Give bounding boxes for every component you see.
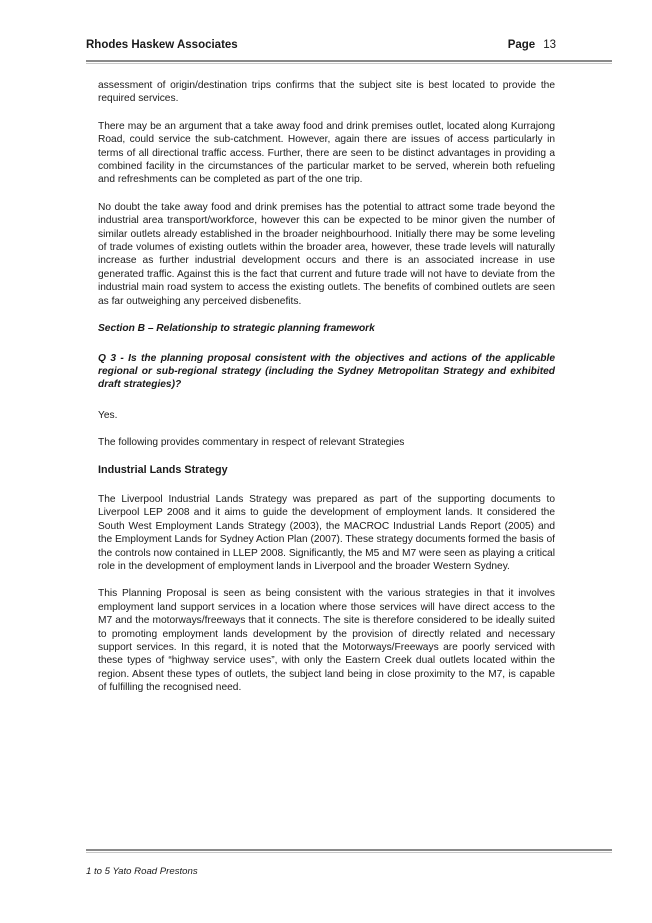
header-rule (86, 60, 612, 62)
footer-rule-thin (86, 852, 612, 853)
intro-text: The following provides commentary in respect of relevant Strategies (98, 437, 405, 449)
page-label: Page (507, 39, 536, 51)
paragraph-argument: There may be an argument that a take away food and drink premises outlet, located along Kurrajong Road, could service the sub-catchment. However, again there are issues of access particularly in terms of all directional traffic access. Further, there are seen to be distinct advantages in providing a combined facility in the circumstances of the particular market to be served, wherein both refueling and refreshments can be completed as part of the one trip. (98, 120, 555, 186)
page-indicator (508, 39, 556, 51)
subheading-industrial-lands: Industrial Lands Strategy (98, 463, 228, 476)
question-heading: Q 3 - Is the planning proposal consistent with the objectives and actions of the applicable regional or sub-regional strategy (including the Sydney Metropolitan Strategy and exhibited draft strategies)? (98, 352, 555, 391)
company-name: Rhodes Haskew Associates (86, 39, 238, 51)
answer-text: Yes. (98, 409, 118, 421)
page-number: 13 (543, 39, 556, 51)
footer-rule (86, 849, 612, 851)
page-body (98, 79, 555, 709)
paragraph-strategy: The Liverpool Industrial Lands Strategy was prepared as part of the supporting documents to Liverpool LEP 2008 and it aims to guide the development of employment lands. It considered the South West Employment Lands Strategy (2003), the MACROC Industrial Lands Report (2005) and the Employment Lands for Sydney Action Plan (2007). These strategy documents formed the basis of the controls now contained in LLEP 2008. Significantly, the M5 and M7 were seen as playing a critical role in the development of employment lands in Liverpool and the broader Western Sydney. (98, 493, 555, 572)
paragraph-trips: assessment of origin/destination trips confirms that the subject site is best located to provide the required services. (98, 80, 555, 105)
header-rule-thin (86, 63, 612, 64)
page-header (86, 39, 556, 55)
page-footer: 1 to 5 Yato Road Prestons (86, 866, 198, 877)
section-heading: Section B – Relationship to strategic planning framework (98, 323, 375, 335)
paragraph-consistency: This Planning Proposal is seen as being consistent with the various strategies in that it involves employment land support services in a location where those services will have direct access to the M7 and the motorways/freeways that it connects. The site is therefore considered to be ideally suited to promoting employment lands development by the provision of directly related and necessary support services. In this regard, it is noted that the Motorways/Freeways are poorly serviced with these types of “highway service uses”, with only the Eastern Creek dual outlets located within the region. Absent these types of outlets, the subject land being in close proximity to the M7, is capable of fulfilling the recognised need. (98, 588, 555, 694)
paragraph-trade: No doubt the take away food and drink premises has the potential to attract some trade beyond the industrial area transport/workforce, however this can be expected to be minor given the number of similar outlets already established in the broader neighbourhood. Initially there may be some leveling of trade volumes of existing outlets within the broader area, however, these trade levels will naturally increase as further industrial development occurs and there is an associated increase in use generated traffic. Against this is the fact that current and future trade will not have to deviate from the industrial main road system to access the existing outlets. The benefits of combined outlets are seen as far outweighing any perceived disbenefits. (98, 201, 555, 307)
